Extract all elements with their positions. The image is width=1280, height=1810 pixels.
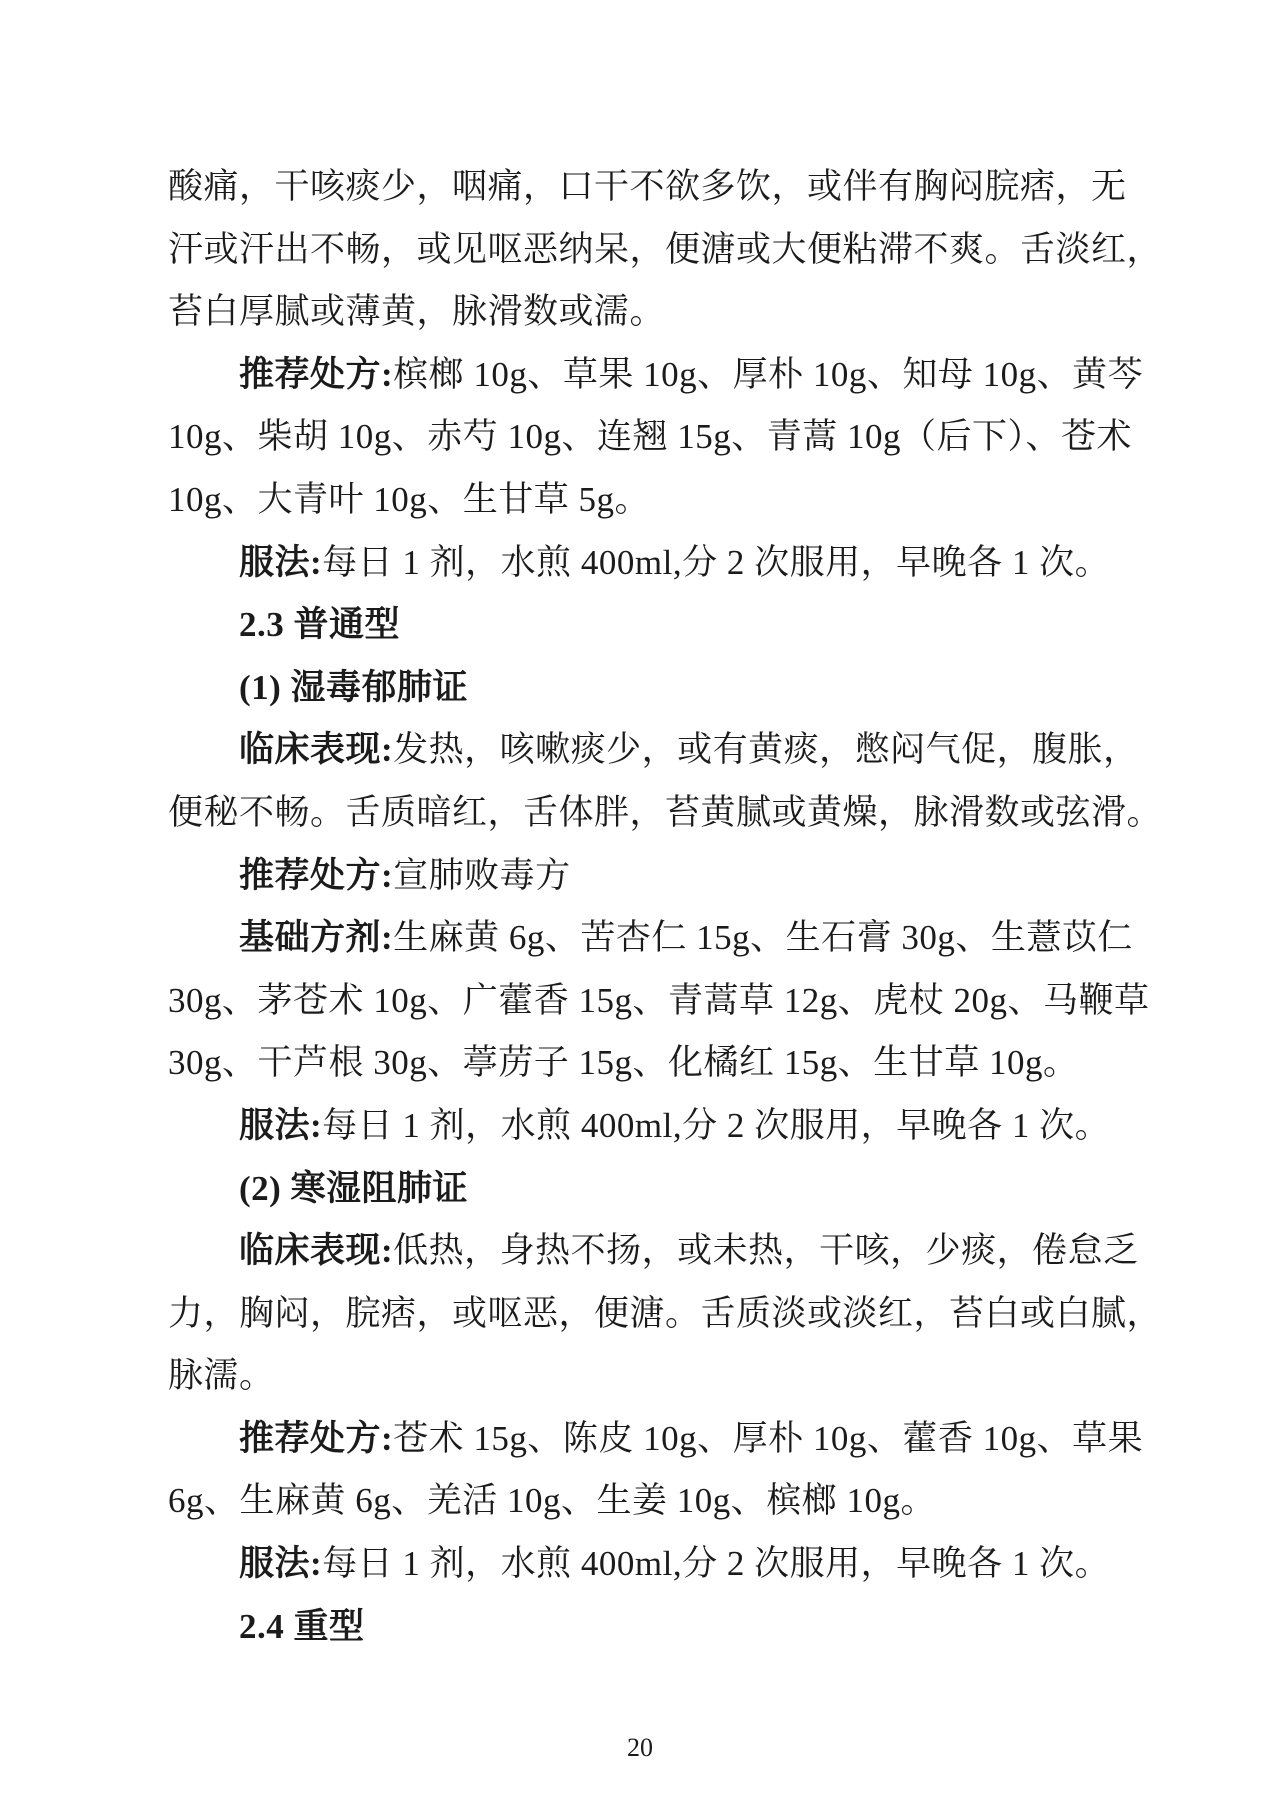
- text-line: [168, 1032, 1148, 1095]
- text-line: [168, 532, 1148, 595]
- line-label: 服法:: [239, 1544, 323, 1584]
- text-line: [168, 1345, 1148, 1408]
- line-text: 10g、柴胡 10g、赤芍 10g、连翘 15g、青蒿 10g（后下）、苍术: [168, 417, 1133, 457]
- line-label: 临床表现:: [239, 730, 394, 770]
- line-label: 服法:: [239, 542, 323, 582]
- page-footer: [0, 1730, 1280, 1766]
- text-line: [168, 406, 1148, 469]
- line-text: 发热，咳嗽痰少，或有黄痰，憋闷气促，腹胀，: [393, 730, 1139, 770]
- text-line: [168, 1158, 1148, 1221]
- line-text: 生麻黄 6g、苦杏仁 15g、生石膏 30g、生薏苡仁: [393, 918, 1133, 958]
- line-text: 便秘不畅。舌质暗红，舌体胖，苔黄腻或黄燥，脉滑数或弦滑。: [168, 792, 1163, 832]
- line-text: 每日 1 剂，水煎 400ml,分 2 次服用，早晚各 1 次。: [322, 542, 1111, 582]
- line-text: 苔白厚腻或薄黄，脉滑数或濡。: [168, 292, 666, 332]
- line-text: 2.4 重型: [239, 1606, 365, 1646]
- line-text: 苍术 15g、陈皮 10g、厚朴 10g、藿香 10g、草果: [393, 1418, 1144, 1458]
- line-label: 推荐处方:: [239, 1418, 394, 1458]
- line-text: 30g、茅苍术 10g、广藿香 15g、青蒿草 12g、虎杖 20g、马鞭草: [168, 980, 1150, 1020]
- text-line: [168, 1533, 1148, 1596]
- text-line: [168, 1095, 1148, 1158]
- text-line: [168, 719, 1148, 782]
- text-line: [168, 782, 1163, 845]
- text-line: [168, 344, 1148, 407]
- line-label: 基础方剂:: [239, 918, 394, 958]
- text-line: [168, 907, 1148, 970]
- text-line: [168, 1220, 1148, 1283]
- line-label: 服法:: [239, 1105, 323, 1145]
- line-text: 低热，身热不扬，或未热，干咳，少痰，倦怠乏: [393, 1231, 1139, 1271]
- text-line: [168, 657, 1148, 720]
- text-line: [168, 469, 1148, 532]
- line-text: 每日 1 剂，水煎 400ml,分 2 次服用，早晚各 1 次。: [322, 1544, 1111, 1584]
- line-text: 力，胸闷，脘痞，或呕恶，便溏。舌质淡或淡红，苔白或白腻，: [168, 1293, 1163, 1333]
- text-line: [168, 281, 1148, 344]
- text-line: [168, 1408, 1148, 1471]
- text-line: [168, 219, 1163, 282]
- line-text: 6g、生麻黄 6g、羌活 10g、生姜 10g、槟榔 10g。: [168, 1481, 937, 1521]
- text-line: [168, 156, 1148, 219]
- line-label: 临床表现:: [239, 1231, 394, 1271]
- line-text: 汗或汗出不畅，或见呕恶纳呆，便溏或大便粘滞不爽。舌淡红，: [168, 229, 1163, 269]
- line-text: (2) 寒湿阻肺证: [239, 1168, 469, 1208]
- text-line: [168, 845, 1148, 908]
- text-line: [168, 594, 1148, 657]
- page-number: 20: [627, 1733, 653, 1762]
- text-line: [168, 1596, 1148, 1659]
- line-text: 酸痛，干咳痰少，咽痛，口干不欲多饮，或伴有胸闷脘痞，无: [168, 167, 1127, 206]
- line-label: 推荐处方:: [239, 855, 394, 895]
- text-line: [168, 1470, 1148, 1533]
- text-line: [168, 1283, 1163, 1346]
- document-body: [168, 156, 1163, 1658]
- text-line: [168, 970, 1148, 1033]
- line-text: (1) 湿毒郁肺证: [239, 667, 469, 707]
- line-text: 槟榔 10g、草果 10g、厚朴 10g、知母 10g、黄芩: [393, 354, 1144, 394]
- line-text: 每日 1 剂，水煎 400ml,分 2 次服用，早晚各 1 次。: [322, 1105, 1111, 1145]
- line-text: 脉濡。: [168, 1356, 275, 1396]
- line-text: 30g、干芦根 30g、葶苈子 15g、化橘红 15g、生甘草 10g。: [168, 1043, 1079, 1083]
- line-text: 宣肺败毒方: [393, 855, 571, 895]
- line-label: 推荐处方:: [239, 354, 394, 394]
- line-text: 10g、大青叶 10g、生甘草 5g。: [168, 479, 651, 519]
- line-text: 2.3 普通型: [239, 605, 401, 645]
